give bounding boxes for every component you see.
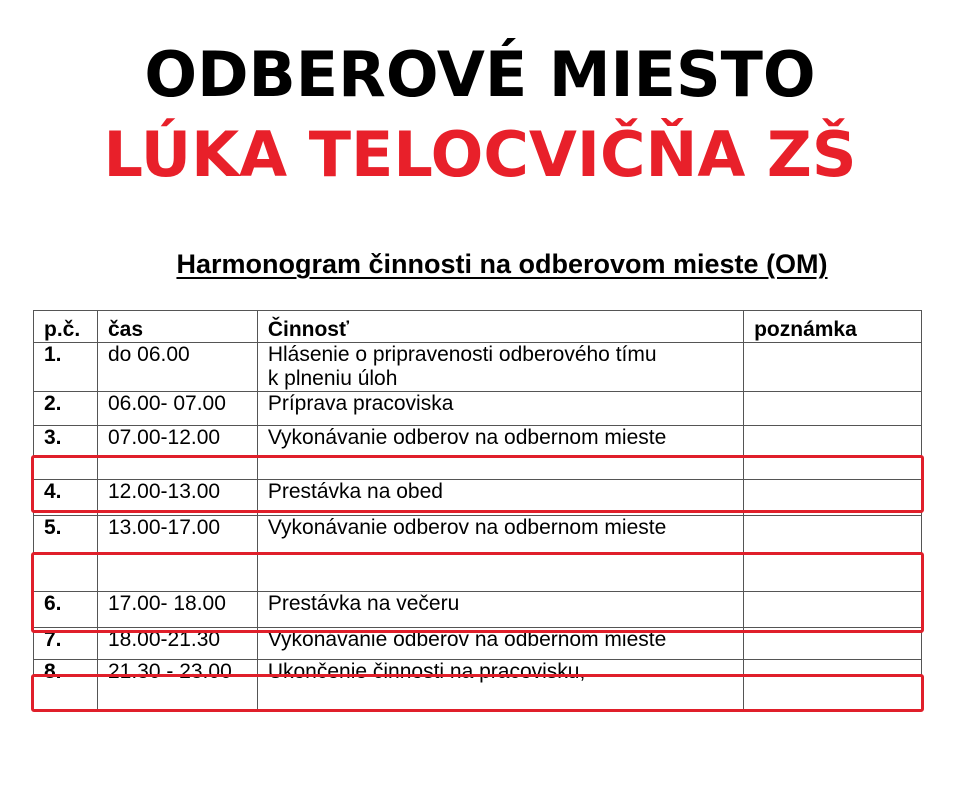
row-activity: Vykonávanie odberov na odbernom mieste (257, 628, 743, 660)
row-number: 4. (34, 480, 98, 516)
table-row (34, 628, 922, 660)
title-line-2: LÚKA TELOCVIČŇA ZŠ (103, 118, 857, 191)
row-number: 7. (34, 628, 98, 660)
subtitle: Harmonogram činnosti na odberovom mieste (OM) (176, 249, 828, 279)
table-header-row (34, 311, 922, 343)
row-note (744, 628, 922, 660)
table-row (34, 343, 922, 392)
row-note (744, 426, 922, 480)
row-activity: Prestávka na večeru (257, 592, 743, 628)
header-activity: Činnosť (257, 311, 743, 343)
row-note (744, 480, 922, 516)
row-time: 07.00-12.00 (97, 426, 257, 480)
row-note (744, 343, 922, 392)
table-row (34, 660, 922, 710)
header-time: čas (97, 311, 257, 343)
row-time: 21.30 - 23.00 (97, 660, 257, 710)
row-activity (257, 343, 743, 392)
table-row (34, 392, 922, 426)
table-row (34, 592, 922, 628)
table-row (34, 426, 922, 480)
row-activity: Vykonávanie odberov na odbernom mieste (257, 426, 743, 480)
row-note (744, 660, 922, 710)
row-activity-line: Hlásenie o pripravenosti odberového tímu (267, 343, 657, 366)
row-activity: Vykonávanie odberov na odbernom mieste (257, 516, 743, 592)
row-activity: Príprava pracoviska (257, 392, 743, 426)
row-number: 5. (34, 516, 98, 592)
row-activity: Prestávka na obed (257, 480, 743, 516)
row-time: 17.00- 18.00 (97, 592, 257, 628)
row-note (744, 516, 922, 592)
row-number: 3. (34, 426, 98, 480)
table-row (34, 516, 922, 592)
title-line-1: ODBEROVÉ MIESTO (144, 38, 816, 111)
row-note (744, 392, 922, 426)
row-note (744, 592, 922, 628)
row-time: 13.00-17.00 (97, 516, 257, 592)
row-time: 12.00-13.00 (97, 480, 257, 516)
row-number: 6. (34, 592, 98, 628)
row-time: 18.00-21.30 (97, 628, 257, 660)
row-number: 2. (34, 392, 98, 426)
row-activity-line: k plneniu úloh (267, 367, 398, 390)
row-activity: Ukončenie činnosti na pracovisku, (257, 660, 743, 710)
table-row (34, 480, 922, 516)
header-note: poznámka (744, 311, 922, 343)
row-number: 8. (34, 660, 98, 710)
row-number: 1. (34, 343, 98, 392)
row-time: do 06.00 (97, 343, 257, 392)
row-time: 06.00- 07.00 (97, 392, 257, 426)
schedule-table (33, 310, 922, 710)
header-number: p.č. (34, 311, 98, 343)
